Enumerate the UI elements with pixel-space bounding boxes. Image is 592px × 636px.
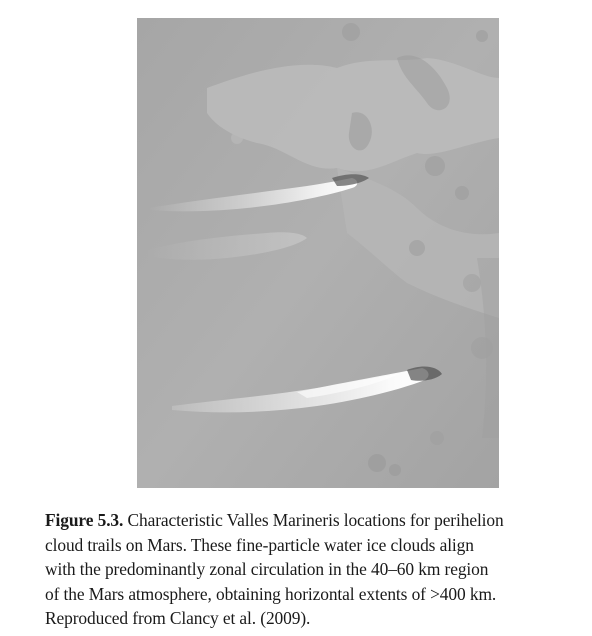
caption-line-4: of the Mars atmosphere, obtaining horizontal extents of >400 km.: [45, 583, 497, 604]
figure-label: Figure 5.3.: [45, 510, 124, 530]
mars-cloud-trails-image: [137, 18, 499, 488]
caption-line-3: with the predominantly zonal circulation in the 40–60 km region: [45, 559, 489, 580]
caption-line-5: Reproduced from Clancy et al. (2009).: [45, 608, 311, 629]
caption-line-1: Figure 5.3. Characteristic Valles Marineris locations for perihelion: [45, 510, 504, 530]
caption-line-2: cloud trails on Mars. These fine-particle water ice clouds align: [45, 534, 474, 555]
figure-caption: [45, 508, 585, 631]
